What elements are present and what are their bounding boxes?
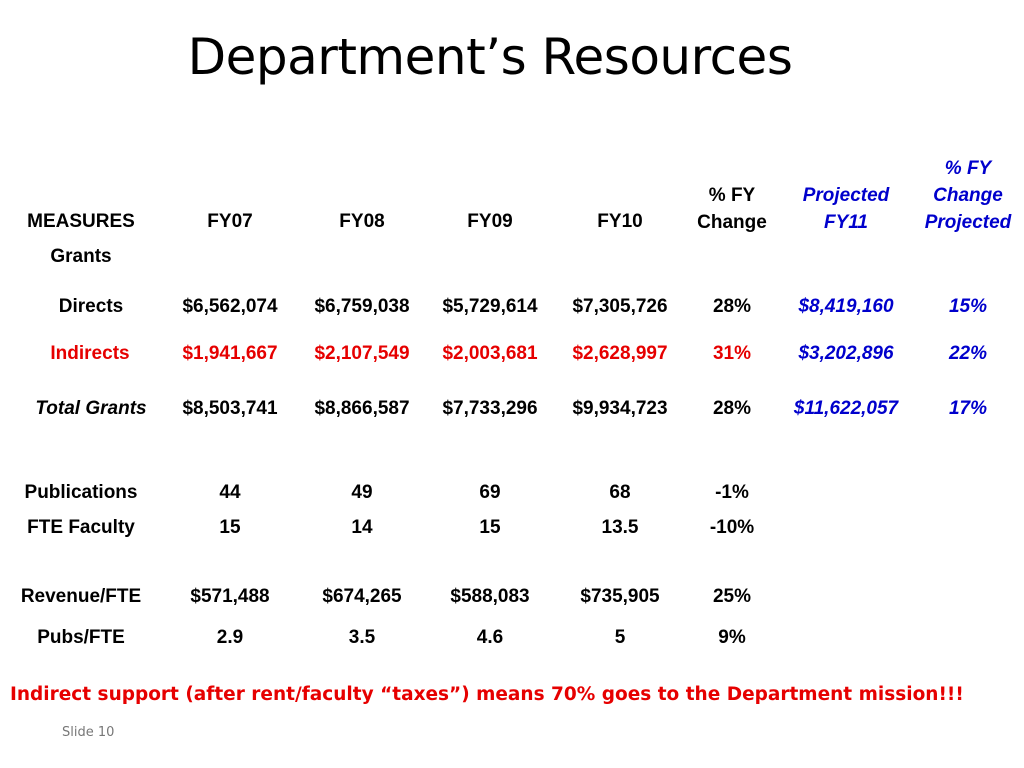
header-measures: MEASURES [27, 211, 135, 232]
cell-change: 28% [712, 398, 752, 419]
cell-fy10: $7,305,726 [572, 296, 668, 317]
header-projected-fy11: Projected FY11 [802, 185, 890, 233]
cell-projected: $3,202,896 [798, 343, 894, 364]
cell-fy08: $8,866,587 [314, 398, 410, 419]
footnote: Indirect support (after rent/faculty “taxes”) means 70% goes to the Department mission!!! [10, 684, 964, 705]
cell-fy09: 69 [479, 482, 501, 503]
cell-projected-change: 17% [948, 398, 988, 419]
cell-projected-change: 22% [948, 343, 988, 364]
cell-change: 28% [712, 296, 752, 317]
row-label: Pubs/FTE [37, 627, 125, 648]
cell-fy08: 49 [351, 482, 373, 503]
section-grants-label: Grants [50, 246, 112, 267]
cell-fy07: $8,503,741 [182, 398, 278, 419]
header-fy08: FY08 [339, 211, 385, 232]
header-pct-change-projected: % FY Change Projected [924, 158, 1012, 233]
cell-fy10: 5 [614, 627, 626, 648]
cell-fy08: 14 [351, 517, 373, 538]
cell-fy09: $588,083 [450, 586, 530, 607]
row-label: Revenue/FTE [20, 586, 142, 607]
row-label: Total Grants [35, 398, 147, 419]
row-label: FTE Faculty [27, 517, 135, 538]
row-label: Indirects [50, 343, 130, 364]
cell-fy09: $7,733,296 [442, 398, 538, 419]
cell-projected-change: 15% [948, 296, 988, 317]
cell-change: -1% [715, 482, 749, 503]
cell-fy10: $735,905 [580, 586, 660, 607]
row-label: Directs [58, 296, 124, 317]
cell-projected: $11,622,057 [793, 398, 899, 419]
cell-fy08: $6,759,038 [314, 296, 410, 317]
row-label: Publications [24, 482, 138, 503]
cell-change: 25% [712, 586, 752, 607]
slide-title: Department’s Resources [187, 28, 793, 86]
header-fy10: FY10 [597, 211, 643, 232]
cell-fy07: 15 [219, 517, 241, 538]
header-fy07: FY07 [207, 211, 253, 232]
cell-fy08: $2,107,549 [314, 343, 410, 364]
cell-fy10: 68 [609, 482, 631, 503]
cell-fy07: $6,562,074 [182, 296, 278, 317]
cell-fy10: 13.5 [601, 517, 639, 538]
header-pct-change: % FY Change [697, 185, 767, 233]
cell-fy07: 2.9 [216, 627, 244, 648]
cell-fy09: $2,003,681 [442, 343, 538, 364]
cell-fy08: $674,265 [322, 586, 402, 607]
cell-change: -10% [709, 517, 755, 538]
cell-fy07: $1,941,667 [182, 343, 278, 364]
header-fy09: FY09 [467, 211, 513, 232]
cell-fy09: 4.6 [476, 627, 504, 648]
cell-fy07: $571,488 [190, 586, 270, 607]
slide-number: Slide 10 [62, 725, 115, 740]
cell-fy10: $9,934,723 [572, 398, 668, 419]
cell-fy08: 3.5 [348, 627, 376, 648]
cell-fy07: 44 [219, 482, 241, 503]
cell-fy09: 15 [479, 517, 501, 538]
cell-fy09: $5,729,614 [442, 296, 538, 317]
cell-change: 9% [718, 627, 746, 648]
cell-change: 31% [712, 343, 752, 364]
cell-projected: $8,419,160 [798, 296, 894, 317]
cell-fy10: $2,628,997 [572, 343, 668, 364]
